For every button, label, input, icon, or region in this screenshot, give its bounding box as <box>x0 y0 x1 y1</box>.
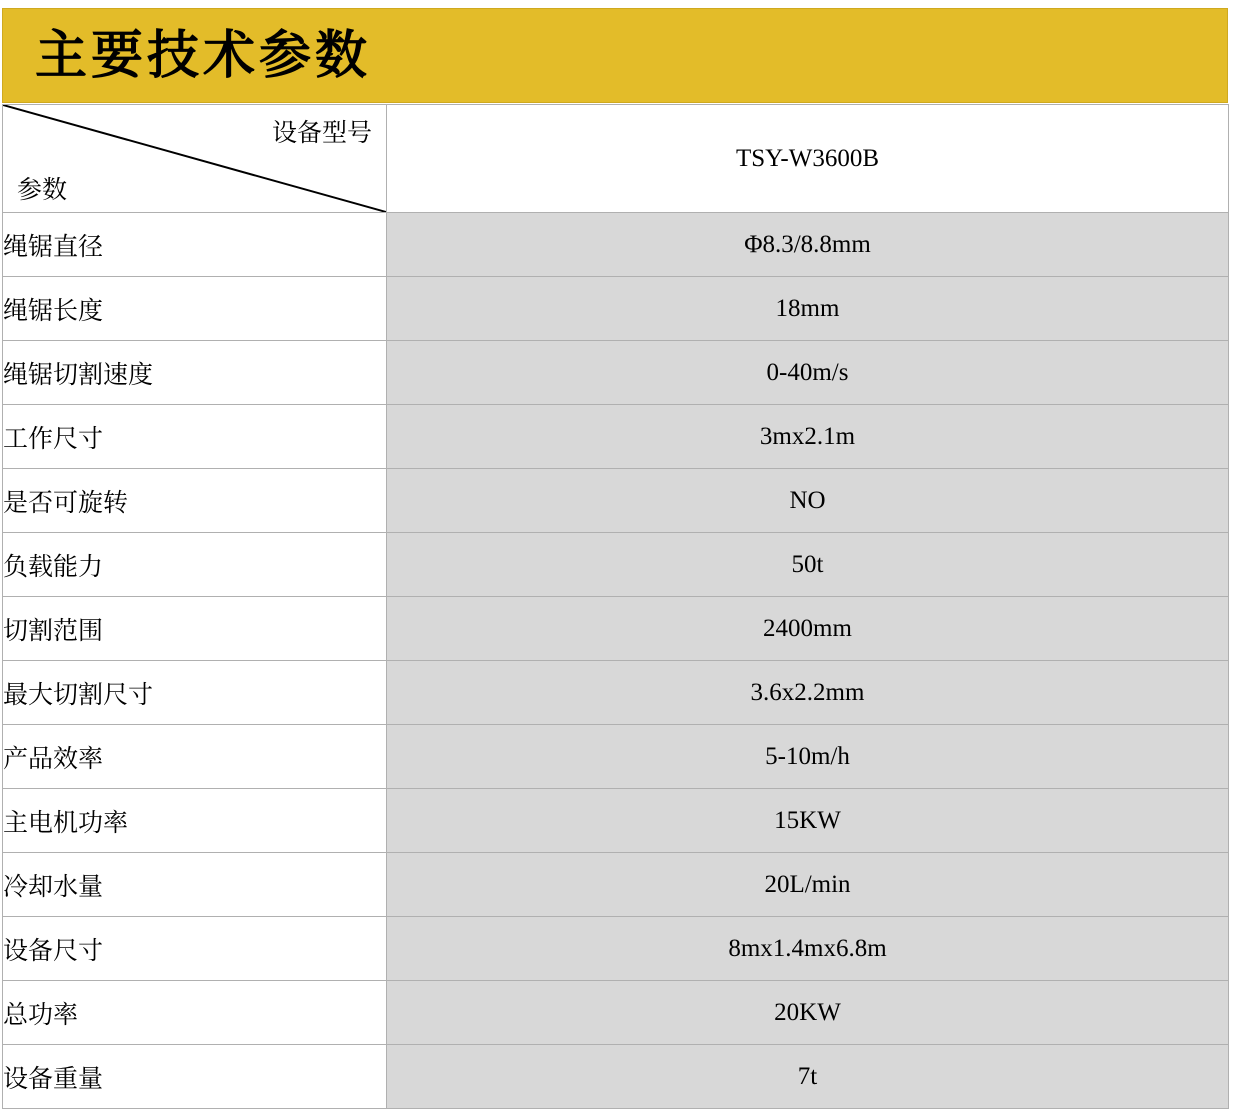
row-label: 主电机功率 <box>3 789 387 853</box>
table-row <box>3 981 1229 1045</box>
row-label: 产品效率 <box>3 725 387 789</box>
row-value: 20L/min <box>387 853 1229 917</box>
header-diagonal-cell <box>3 105 387 213</box>
row-value: 15KW <box>387 789 1229 853</box>
row-label: 最大切割尺寸 <box>3 661 387 725</box>
header-model-label: 设备型号 <box>271 120 372 147</box>
row-label: 设备重量 <box>3 1045 387 1109</box>
title-banner <box>2 8 1228 103</box>
table-row <box>3 789 1229 853</box>
row-value: 2400mm <box>387 597 1229 661</box>
header-param-label: 参数 <box>17 177 68 204</box>
row-value: Φ8.3/8.8mm <box>387 213 1229 277</box>
table-row <box>3 277 1229 341</box>
row-label: 设备尺寸 <box>3 917 387 981</box>
row-value: 7t <box>387 1045 1229 1109</box>
row-value: 8mx1.4mx6.8m <box>387 917 1229 981</box>
table-row <box>3 725 1229 789</box>
row-label: 冷却水量 <box>3 853 387 917</box>
row-value: 5-10m/h <box>387 725 1229 789</box>
parameters-table <box>2 104 1229 1109</box>
table-row <box>3 917 1229 981</box>
table-header-row <box>3 105 1229 213</box>
table-row <box>3 213 1229 277</box>
row-label: 切割范围 <box>3 597 387 661</box>
table-row <box>3 533 1229 597</box>
table-row <box>3 597 1229 661</box>
row-label: 工作尺寸 <box>3 405 387 469</box>
row-value: 0-40m/s <box>387 341 1229 405</box>
table-row <box>3 853 1229 917</box>
page-title: 主要技术参数 <box>35 25 372 86</box>
table-row <box>3 1045 1229 1109</box>
table-row <box>3 405 1229 469</box>
row-label: 绳锯直径 <box>3 213 387 277</box>
table-row <box>3 469 1229 533</box>
row-label: 是否可旋转 <box>3 469 387 533</box>
header-model-value: TSY-W3600B <box>387 105 1229 213</box>
row-value: 3mx2.1m <box>387 405 1229 469</box>
row-label: 总功率 <box>3 981 387 1045</box>
row-value: NO <box>387 469 1229 533</box>
table-row <box>3 661 1229 725</box>
table-row <box>3 341 1229 405</box>
row-label: 绳锯长度 <box>3 277 387 341</box>
row-value: 18mm <box>387 277 1229 341</box>
row-value: 20KW <box>387 981 1229 1045</box>
row-label: 绳锯切割速度 <box>3 341 387 405</box>
row-value: 50t <box>387 533 1229 597</box>
row-value: 3.6x2.2mm <box>387 661 1229 725</box>
table-body <box>3 105 1229 1109</box>
row-label: 负载能力 <box>3 533 387 597</box>
